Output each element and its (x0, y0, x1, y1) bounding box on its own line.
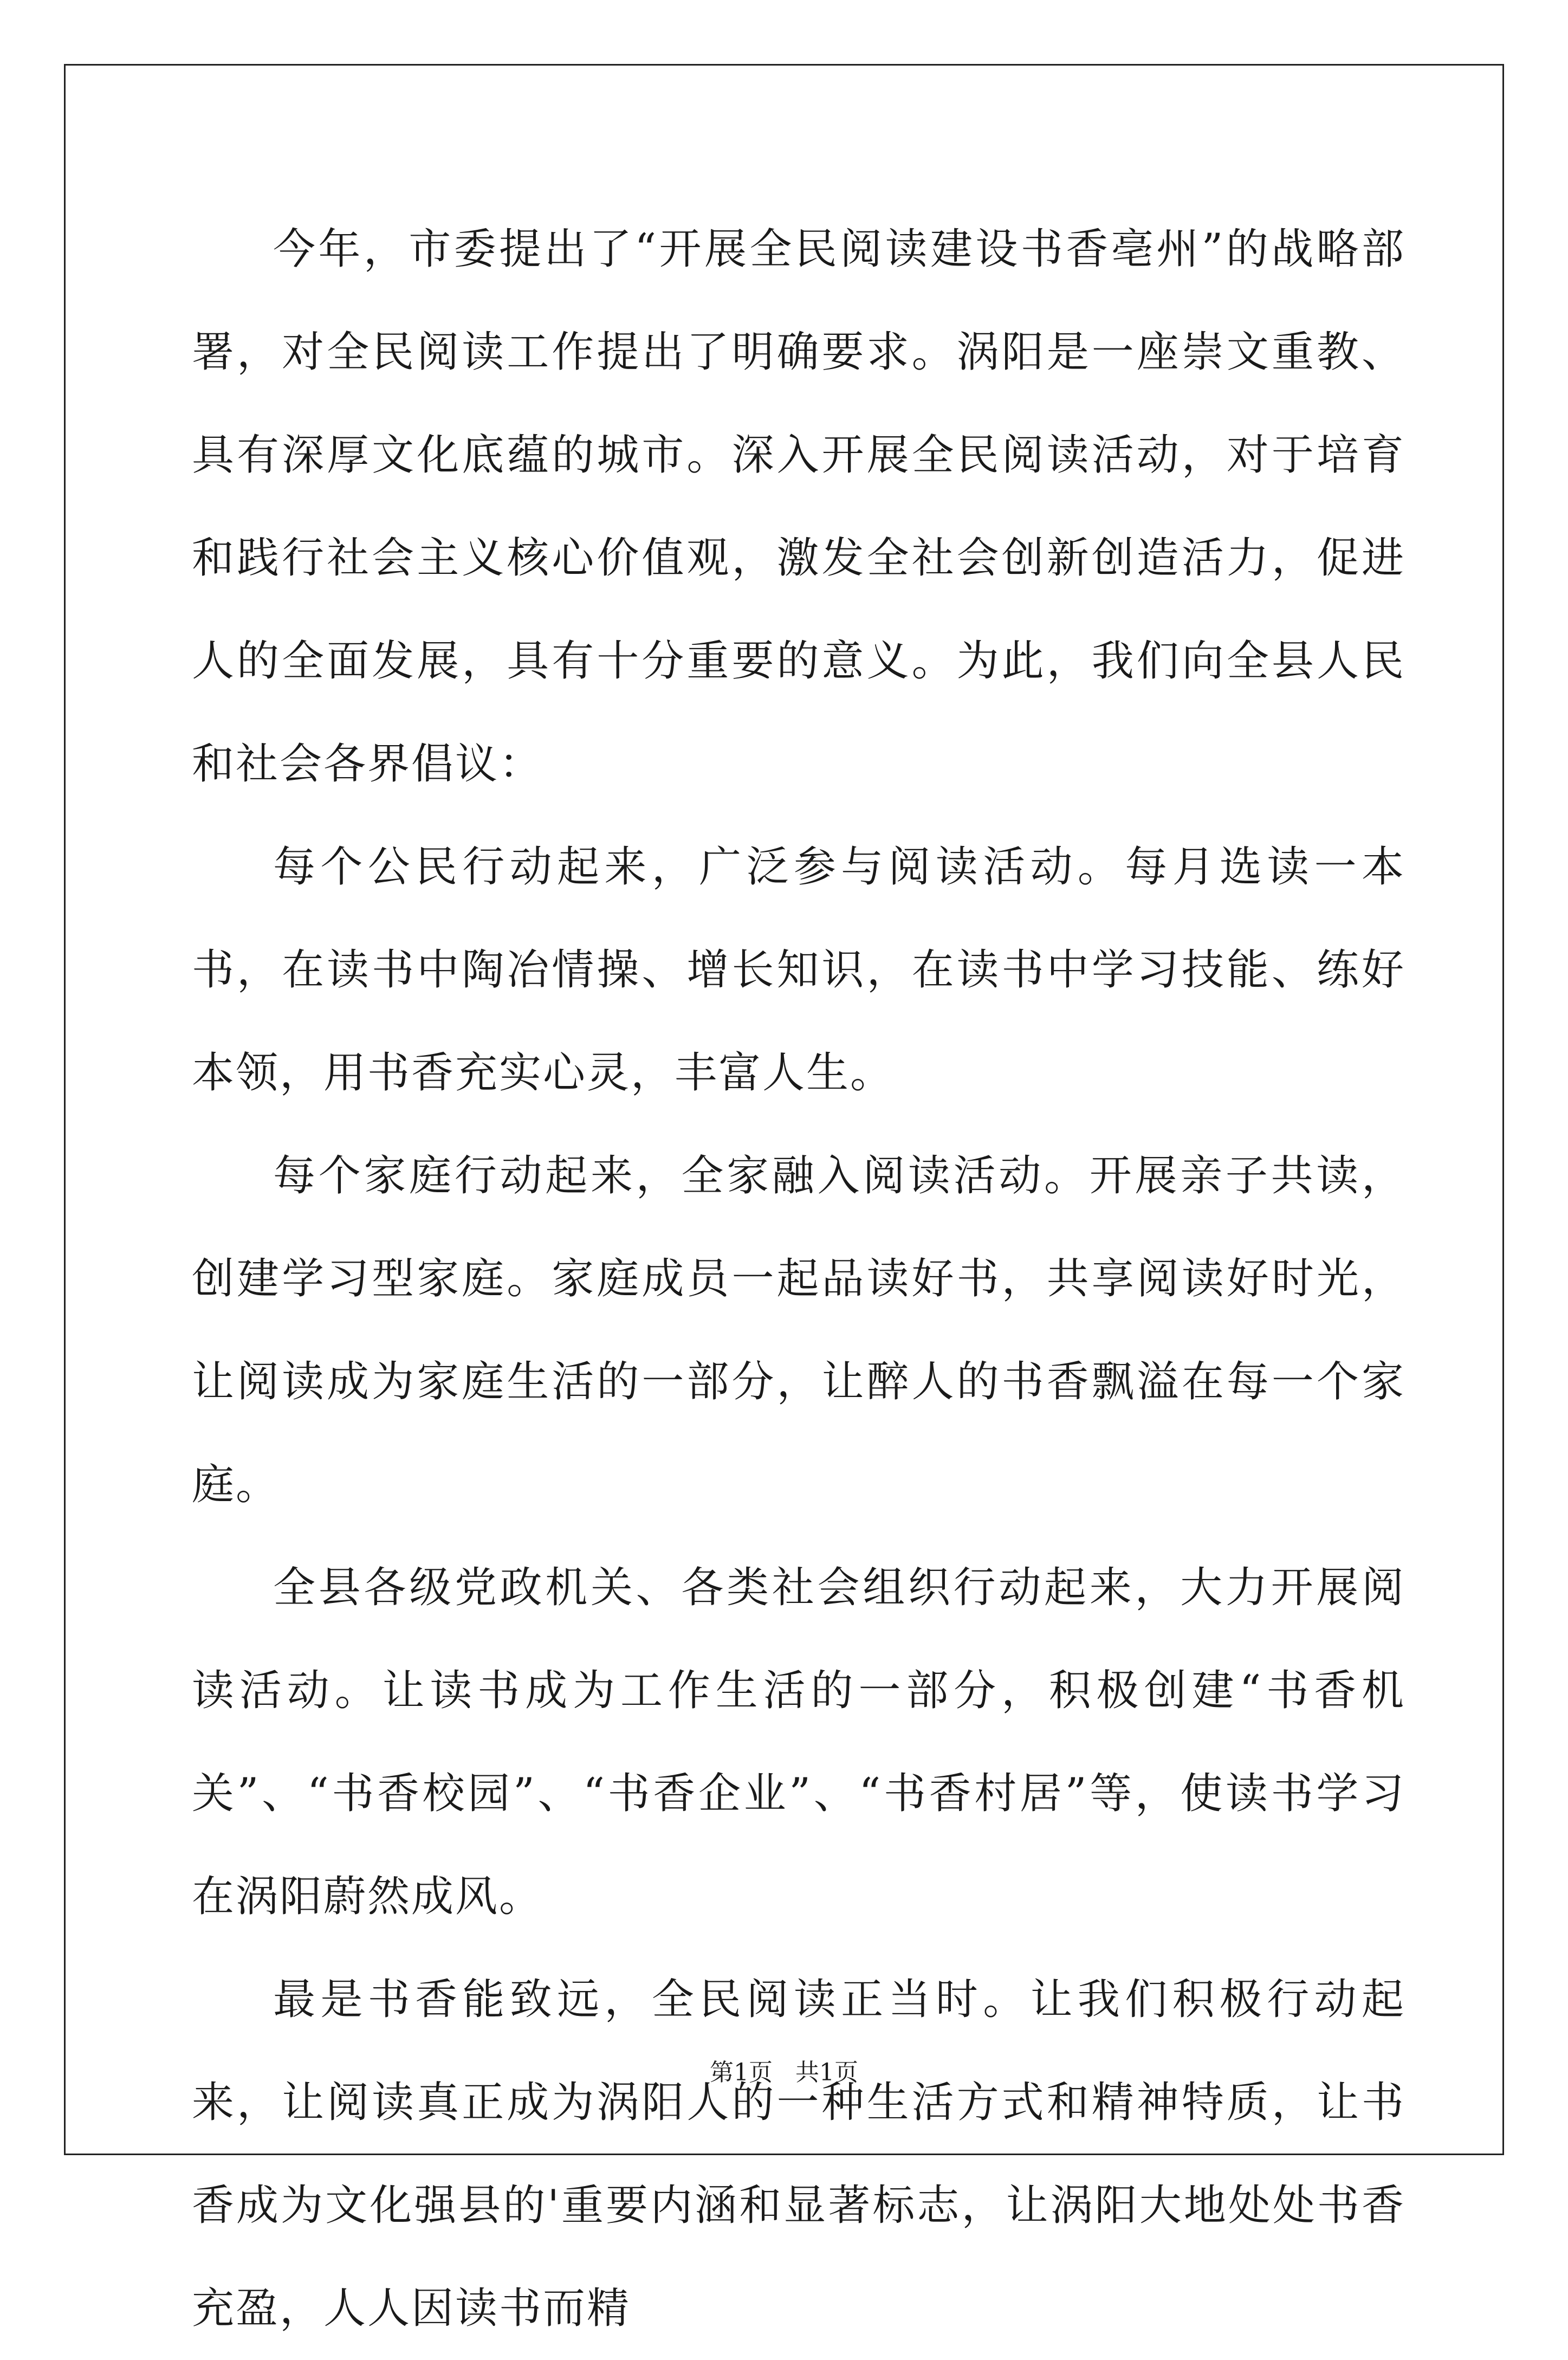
paragraph-5: 最是书香能致远，全民阅读正当时。让我们积极行动起来，让阅读真正成为涡阳人的一种生活方式和精神特质，让书香成为文化强县的'重要内涵和显著标志，让涡阳大地处处书香充盈，人人因读书而精 (192, 1975, 1405, 2333)
paragraph-2: 每个公民行动起来，广泛参与阅读活动。每月选读一本书，在读书中陶冶情操、增长知识，在读书中学习技能、练好本领，用书香充实心灵，丰富人生。 (192, 843, 1405, 1097)
paragraph-1: 今年，市委提出了“开展全民阅读建设书香亳州”的战略部署，对全民阅读工作提出了明确要求。涡阳是一座崇文重教、具有深厚文化底蕴的城市。深入开展全民阅读活动，对于培育和践行社会主义核心价值观，激发全社会创新创造活力，促进人的全面发展，具有十分重要的意义。为此，我们向全县人民和社会各界倡议： (192, 225, 1405, 788)
page-number-footer: 第1页 共1页 (710, 2059, 858, 2086)
paragraph-4: 全县各级党政机关、各类社会组织行动起来，大力开展阅读活动。让读书成为工作生活的一部分，积极创建“书香机关”、“书香校园”、“书香企业”、“书香村居”等，使读书学习在涡阳蔚然成风。 (192, 1563, 1405, 1921)
paragraph-3: 每个家庭行动起来，全家融入阅读活动。开展亲子共读，创建学习型家庭。家庭成员一起品读好书，共享阅读好时光，让阅读成为家庭生活的一部分，让醉人的书香飘溢在每一个家庭。 (192, 1152, 1405, 1509)
document-body (192, 198, 1405, 2360)
